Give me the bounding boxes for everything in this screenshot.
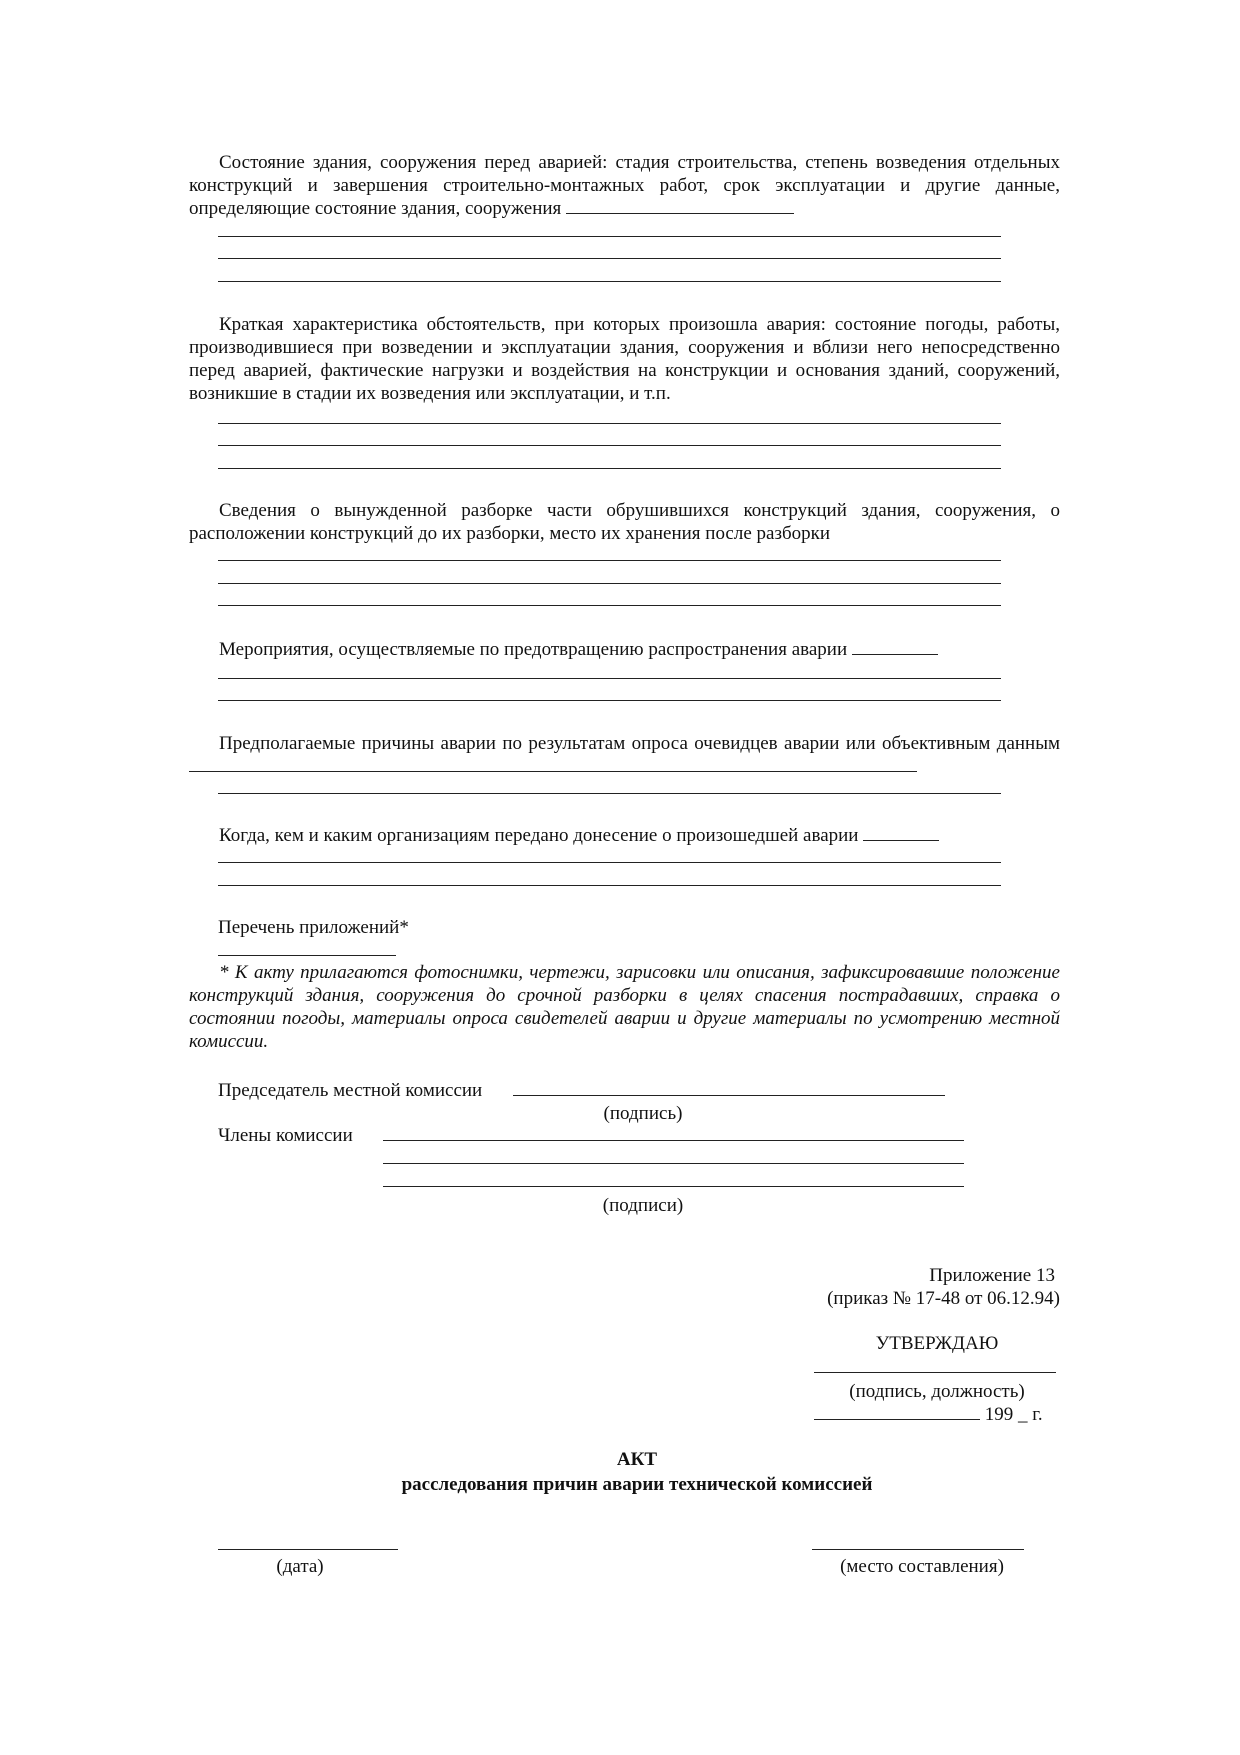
measures-text: Мероприятия, осуществляемые по предотвращению распространения аварии bbox=[219, 639, 848, 660]
footnote-separator bbox=[218, 955, 396, 956]
circumstances-text: Краткая характеристика обстоятельств, при которых произошла авария: состояние погоды, работы, производившиеся при возведении и эксплуатации здания, сооружения и вблизи него непосредственно перед аварией, фактические нагрузки и воздействия на конструкции и основания зданий, сооружений, возникшие в стадии их возведения или эксплуатации, и т.п. bbox=[189, 314, 1060, 404]
measures-field[interactable] bbox=[852, 638, 938, 655]
approve-signature-line[interactable] bbox=[814, 1372, 1056, 1373]
dismantling-text: Сведения о вынужденной разборке части обрушившихся конструкций здания, сооружения, о расположении конструкций до их разборки, место их хранения после разборки bbox=[189, 500, 1060, 544]
blank-line[interactable] bbox=[218, 862, 1001, 863]
approve-date-field[interactable] bbox=[814, 1403, 980, 1420]
member-signature-line[interactable] bbox=[383, 1163, 964, 1164]
chairman-signature-line[interactable] bbox=[513, 1095, 945, 1096]
sign-position-caption: (подпись, должность) bbox=[849, 1381, 1025, 1402]
blank-line[interactable] bbox=[218, 258, 1001, 259]
blank-line[interactable] bbox=[218, 423, 1001, 424]
member-signature-line[interactable] bbox=[383, 1186, 964, 1187]
appendix-order: (приказ № 17-48 от 06.12.94) bbox=[827, 1288, 1060, 1309]
blank-line[interactable] bbox=[218, 560, 1001, 561]
section-building-state bbox=[189, 151, 1060, 220]
building-state-text: Состояние здания, сооружения перед аварией: стадия строительства, степень возведения отдельных конструкций и завершения строительно-монтажных работ, срок эксплуатации и другие данные, определяющие состояние здания, сооружения bbox=[189, 152, 1060, 219]
approve-year: 199 _ г. bbox=[984, 1404, 1043, 1425]
approve-label: УТВЕРЖДАЮ bbox=[875, 1333, 999, 1354]
blank-line[interactable] bbox=[218, 583, 1001, 584]
blank-line[interactable] bbox=[218, 468, 1001, 469]
footnote-text: * К акту прилагаются фотоснимки, чертежи, зарисовки или описания, зафиксировавшие положение конструкций здания, сооружения до срочной разборки в целях спасения пострадавших, справка о состоянии погоды, материалы опроса свидетелей аварии и другие материалы по усмотрению местной комиссии. bbox=[189, 962, 1060, 1052]
causes-text: Предполагаемые причины аварии по результатам опроса очевидцев аварии или объективным данным bbox=[219, 733, 1060, 754]
act-title: АКТ bbox=[616, 1449, 658, 1470]
blank-line[interactable] bbox=[218, 678, 1001, 679]
blank-line[interactable] bbox=[218, 793, 1001, 794]
section-report bbox=[189, 824, 1060, 847]
blank-line[interactable] bbox=[218, 605, 1001, 606]
blank-line[interactable] bbox=[218, 236, 1001, 237]
signatures-caption: (подписи) bbox=[602, 1195, 684, 1216]
date-caption: (дата) bbox=[276, 1556, 324, 1577]
signature-caption: (подпись) bbox=[603, 1103, 683, 1124]
report-field[interactable] bbox=[863, 824, 939, 841]
attachments-label: Перечень приложений* bbox=[218, 917, 409, 938]
appendix-title: Приложение 13 bbox=[929, 1265, 1055, 1286]
members-label: Члены комиссии bbox=[218, 1125, 353, 1146]
blank-line[interactable] bbox=[218, 700, 1001, 701]
blank-line[interactable] bbox=[218, 885, 1001, 886]
place-line[interactable] bbox=[812, 1549, 1024, 1550]
blank-line[interactable] bbox=[218, 281, 1001, 282]
member-signature-line[interactable] bbox=[383, 1140, 964, 1141]
section-dismantling bbox=[189, 499, 1060, 545]
date-line[interactable] bbox=[218, 1549, 398, 1550]
causes-field[interactable] bbox=[189, 755, 917, 772]
place-caption: (место составления) bbox=[840, 1556, 1004, 1577]
report-text: Когда, кем и каким организациям передано донесение о произошедшей аварии bbox=[219, 825, 859, 846]
section-causes bbox=[189, 732, 1060, 778]
approve-date bbox=[814, 1403, 1043, 1426]
building-state-field[interactable] bbox=[566, 197, 794, 214]
chairman-label: Председатель местной комиссии bbox=[218, 1080, 483, 1101]
section-circumstances bbox=[189, 313, 1060, 405]
section-measures bbox=[189, 638, 1060, 661]
section-footnote bbox=[189, 961, 1060, 1053]
act-subtitle: расследования причин аварии технической комиссией bbox=[401, 1474, 873, 1495]
blank-line[interactable] bbox=[218, 445, 1001, 446]
